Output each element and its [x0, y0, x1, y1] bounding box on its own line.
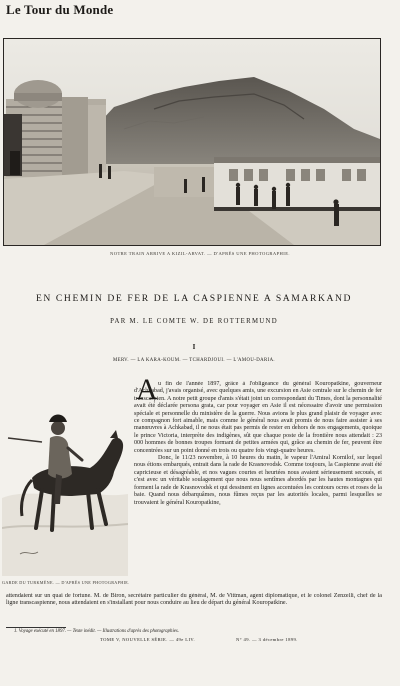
section-numeral: I: [192, 343, 196, 351]
article-title: EN CHEMIN DE FER DE LA CASPIENNE A SAMARKAND: [35, 293, 353, 304]
paragraph-2: Donc, le 11/23 novembre, à 10 heures du matin, le vapeur l'Amiral Kornilof, sur lequel nous étions embarqués, entrait dans la rade de Krasnovodsk. Comme toujours, la Caspienne avait été capricieuse et désagréable, et nos vagues courtes et heurtées nous avaient sérieusement secoués, et c'est avec un véritable soulagement que nous nous sentîmes abordés par les hautes montagnes qui forment la rade de Krasnovodsk et qui dessinent en lignes accentuées les contours ocres et roses de la baie. Quand nous débarquâmes, nous fûmes reçus par les autorités locales, parmi lesquelles se trouvaient le général Kouropatkine,: [134, 455, 382, 506]
illustration-artwork: [2, 378, 128, 576]
paragraph-1: u fin de l'année 1897, grâce à l'obligeance du général Kouropatkine, gouverneur d'Achkabad, j'avais organisé, avec quelques amis, une excursion en Asie centrale sur le chemin de fer transcaspien. A notre petit groupe d'amis s'était joint un correspondant du Times, dont la personnalité avait été déclarée persona grata, car pour voyager en Asie il est nécessaire d'avoir une permission spéciale et personnelle du ministère de la guerre. Nous avions le plus grand plaisir de voyager avec ce compagnon fort aimable, mais comme le général nous avait promis de nous faire assister à ses manœuvres à Achkabad, il ne nous était pas permis de rester en dehors de nos engagements, quoique le prince Victoria, interprète des indigènes, sût que chaque poste de la frontière nous attendait : 23 000 hommes de bonnes troupes formant de petites armées qui, grâce au chemin de fer, peuvent être concentrées sur un point donné en trois ou quatre fois vingt-quatre heures.: [134, 381, 382, 454]
article-body-wide: [6, 593, 382, 625]
footer-issue: N° 49. — 3 décembre 1899.: [236, 637, 298, 642]
page-footer: [0, 637, 400, 647]
photo-artwork: [4, 39, 380, 245]
section-summary: MERV. — LA KARA-KOUM. — TCHARDJOUI. — L'AMOU-DARIA.: [112, 358, 276, 363]
article-body-column: [134, 381, 382, 591]
article-author: PAR M. LE COMTE W. DE ROTTERMUND: [110, 318, 278, 325]
photo-caption: NOTRE TRAIN ARRIVE A KIZIL-ARVAT. — D'APRÈS UNE PHOTOGRAPHIE.: [110, 251, 290, 256]
illustration-caption: GARDE DU TURKMÈNE. — D'APRÈS UNE PHOTOGRAPHIE.: [2, 580, 130, 585]
footer-series: TOME V, NOUVELLE SÉRIE. — 49e LIV.: [100, 637, 196, 642]
paragraph-continuation: attendaient sur un quai de fortune. M. de Biron, secrétaire particulier du général, M. de Vittman, agent diplomatique, et le colonel Zenzelli, chef de la ligne transcaspienne, nous attendaient en s'installant pour nous conduire au lieu de départ du général Kouropatkine.: [6, 593, 382, 607]
footnote-rule: [6, 627, 66, 628]
footnote: 1. Voyage exécuté en 1897. — Texte inédit. — Illustrations d'après des photographies.: [14, 629, 179, 634]
dropcap: A: [136, 373, 158, 406]
turkmen-rider-illustration: [2, 378, 128, 576]
train-station-photo: [3, 38, 381, 246]
masthead: Le Tour du Monde: [6, 2, 114, 17]
